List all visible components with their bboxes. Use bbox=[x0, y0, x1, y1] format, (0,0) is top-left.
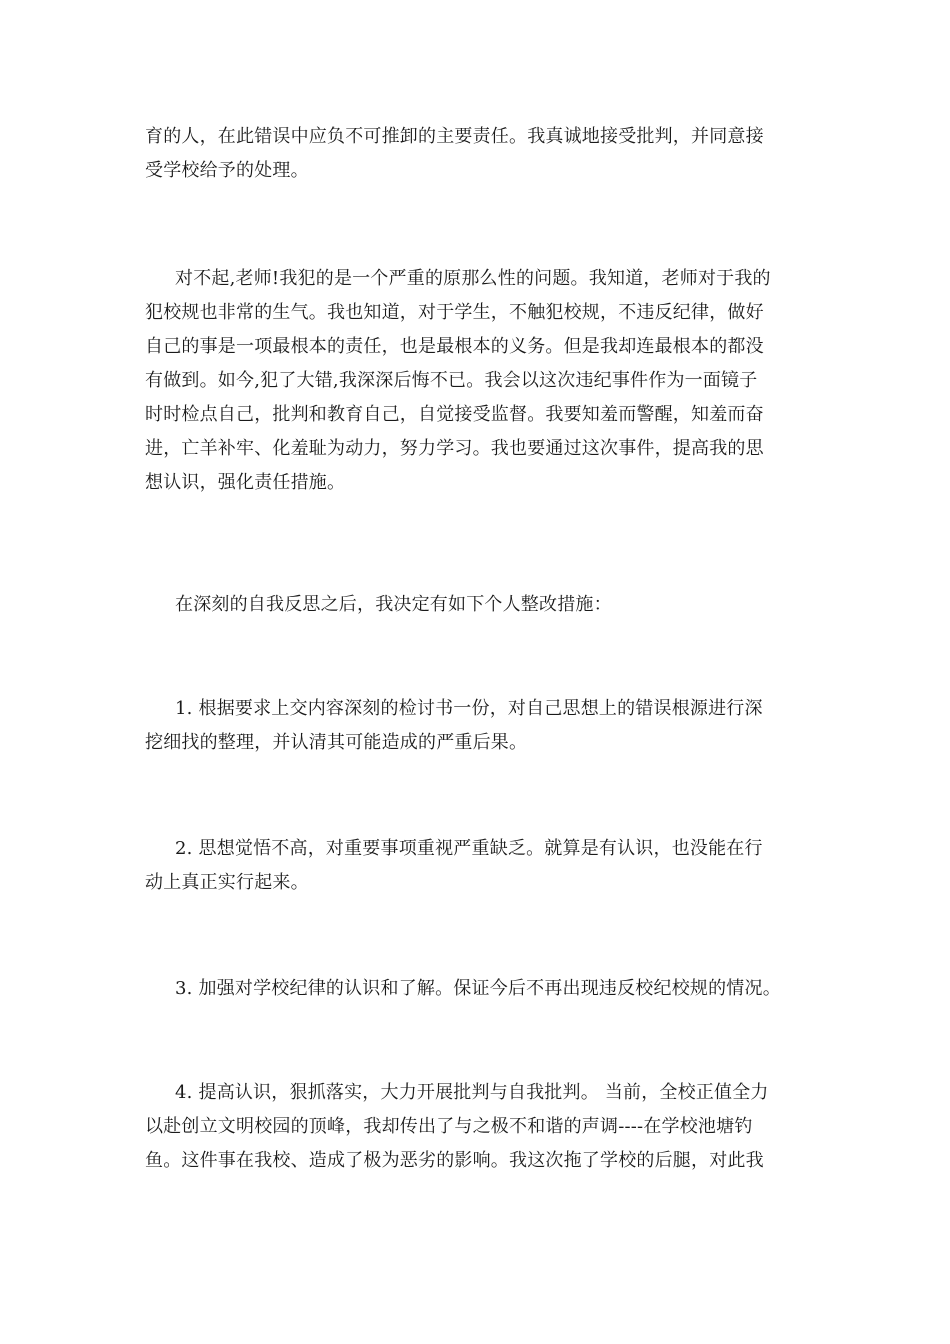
paragraph-measures-intro bbox=[145, 588, 810, 622]
paragraph-apology bbox=[145, 262, 810, 500]
text-line: 2. 思想觉悟不高，对重要事项重视严重缺乏。就算是有认识，也没能在行 bbox=[175, 838, 763, 859]
text-line: 自己的事是一项最根本的责任，也是最根本的义务。但是我却连最根本的都没 bbox=[145, 336, 764, 357]
list-item-measure-2 bbox=[145, 832, 810, 900]
text-line: 进，亡羊补牢、化羞耻为动力，努力学习。我也要通过这次事件，提高我的思 bbox=[145, 438, 764, 459]
list-item-measure-4 bbox=[145, 1076, 810, 1178]
list-item-measure-3 bbox=[145, 972, 810, 1006]
text-line: 4. 提高认识，狠抓落实，大力开展批判与自我批判。 当前，全校正值全力 bbox=[175, 1082, 769, 1103]
text-line: 对不起,老师!我犯的是一个严重的原那么性的问题。我知道，老师对于我的 bbox=[175, 268, 771, 289]
text-line: 在深刻的自我反思之后，我决定有如下个人整改措施： bbox=[175, 594, 612, 615]
text-line: 犯校规也非常的生气。我也知道，对于学生，不触犯校规，不违反纪律，做好 bbox=[145, 302, 764, 323]
paragraph-responsibility bbox=[145, 120, 810, 188]
text-line: 动上真正实行起来。 bbox=[145, 872, 309, 893]
text-line: 1. 根据要求上交内容深刻的检讨书一份，对自己思想上的错误根源进行深 bbox=[175, 698, 763, 719]
list-item-measure-1 bbox=[145, 692, 810, 760]
text-line: 受学校给予的处理。 bbox=[145, 160, 309, 181]
text-line: 挖细找的整理，并认清其可能造成的严重后果。 bbox=[145, 732, 528, 753]
text-line: 有做到。如今,犯了大错,我深深后悔不已。我会以这次违纪事件作为一面镜子 bbox=[145, 370, 758, 391]
text-line: 3. 加强对学校纪律的认识和了解。保证今后不再出现违反校纪校规的情况。 bbox=[175, 978, 781, 999]
text-line: 时时检点自己，批判和教育自己，自觉接受监督。我要知羞而警醒，知羞而奋 bbox=[145, 404, 764, 425]
text-line: 鱼。这件事在我校、造成了极为恶劣的影响。我这次拖了学校的后腿，对此我 bbox=[145, 1150, 764, 1171]
text-line: 以赴创立文明校园的顶峰，我却传出了与之极不和谐的声调----在学校池塘钓 bbox=[145, 1116, 753, 1137]
text-line: 想认识，强化责任措施。 bbox=[145, 472, 346, 493]
text-line: 育的人，在此错误中应负不可推卸的主要责任。我真诚地接受批判，并同意接 bbox=[145, 126, 764, 147]
